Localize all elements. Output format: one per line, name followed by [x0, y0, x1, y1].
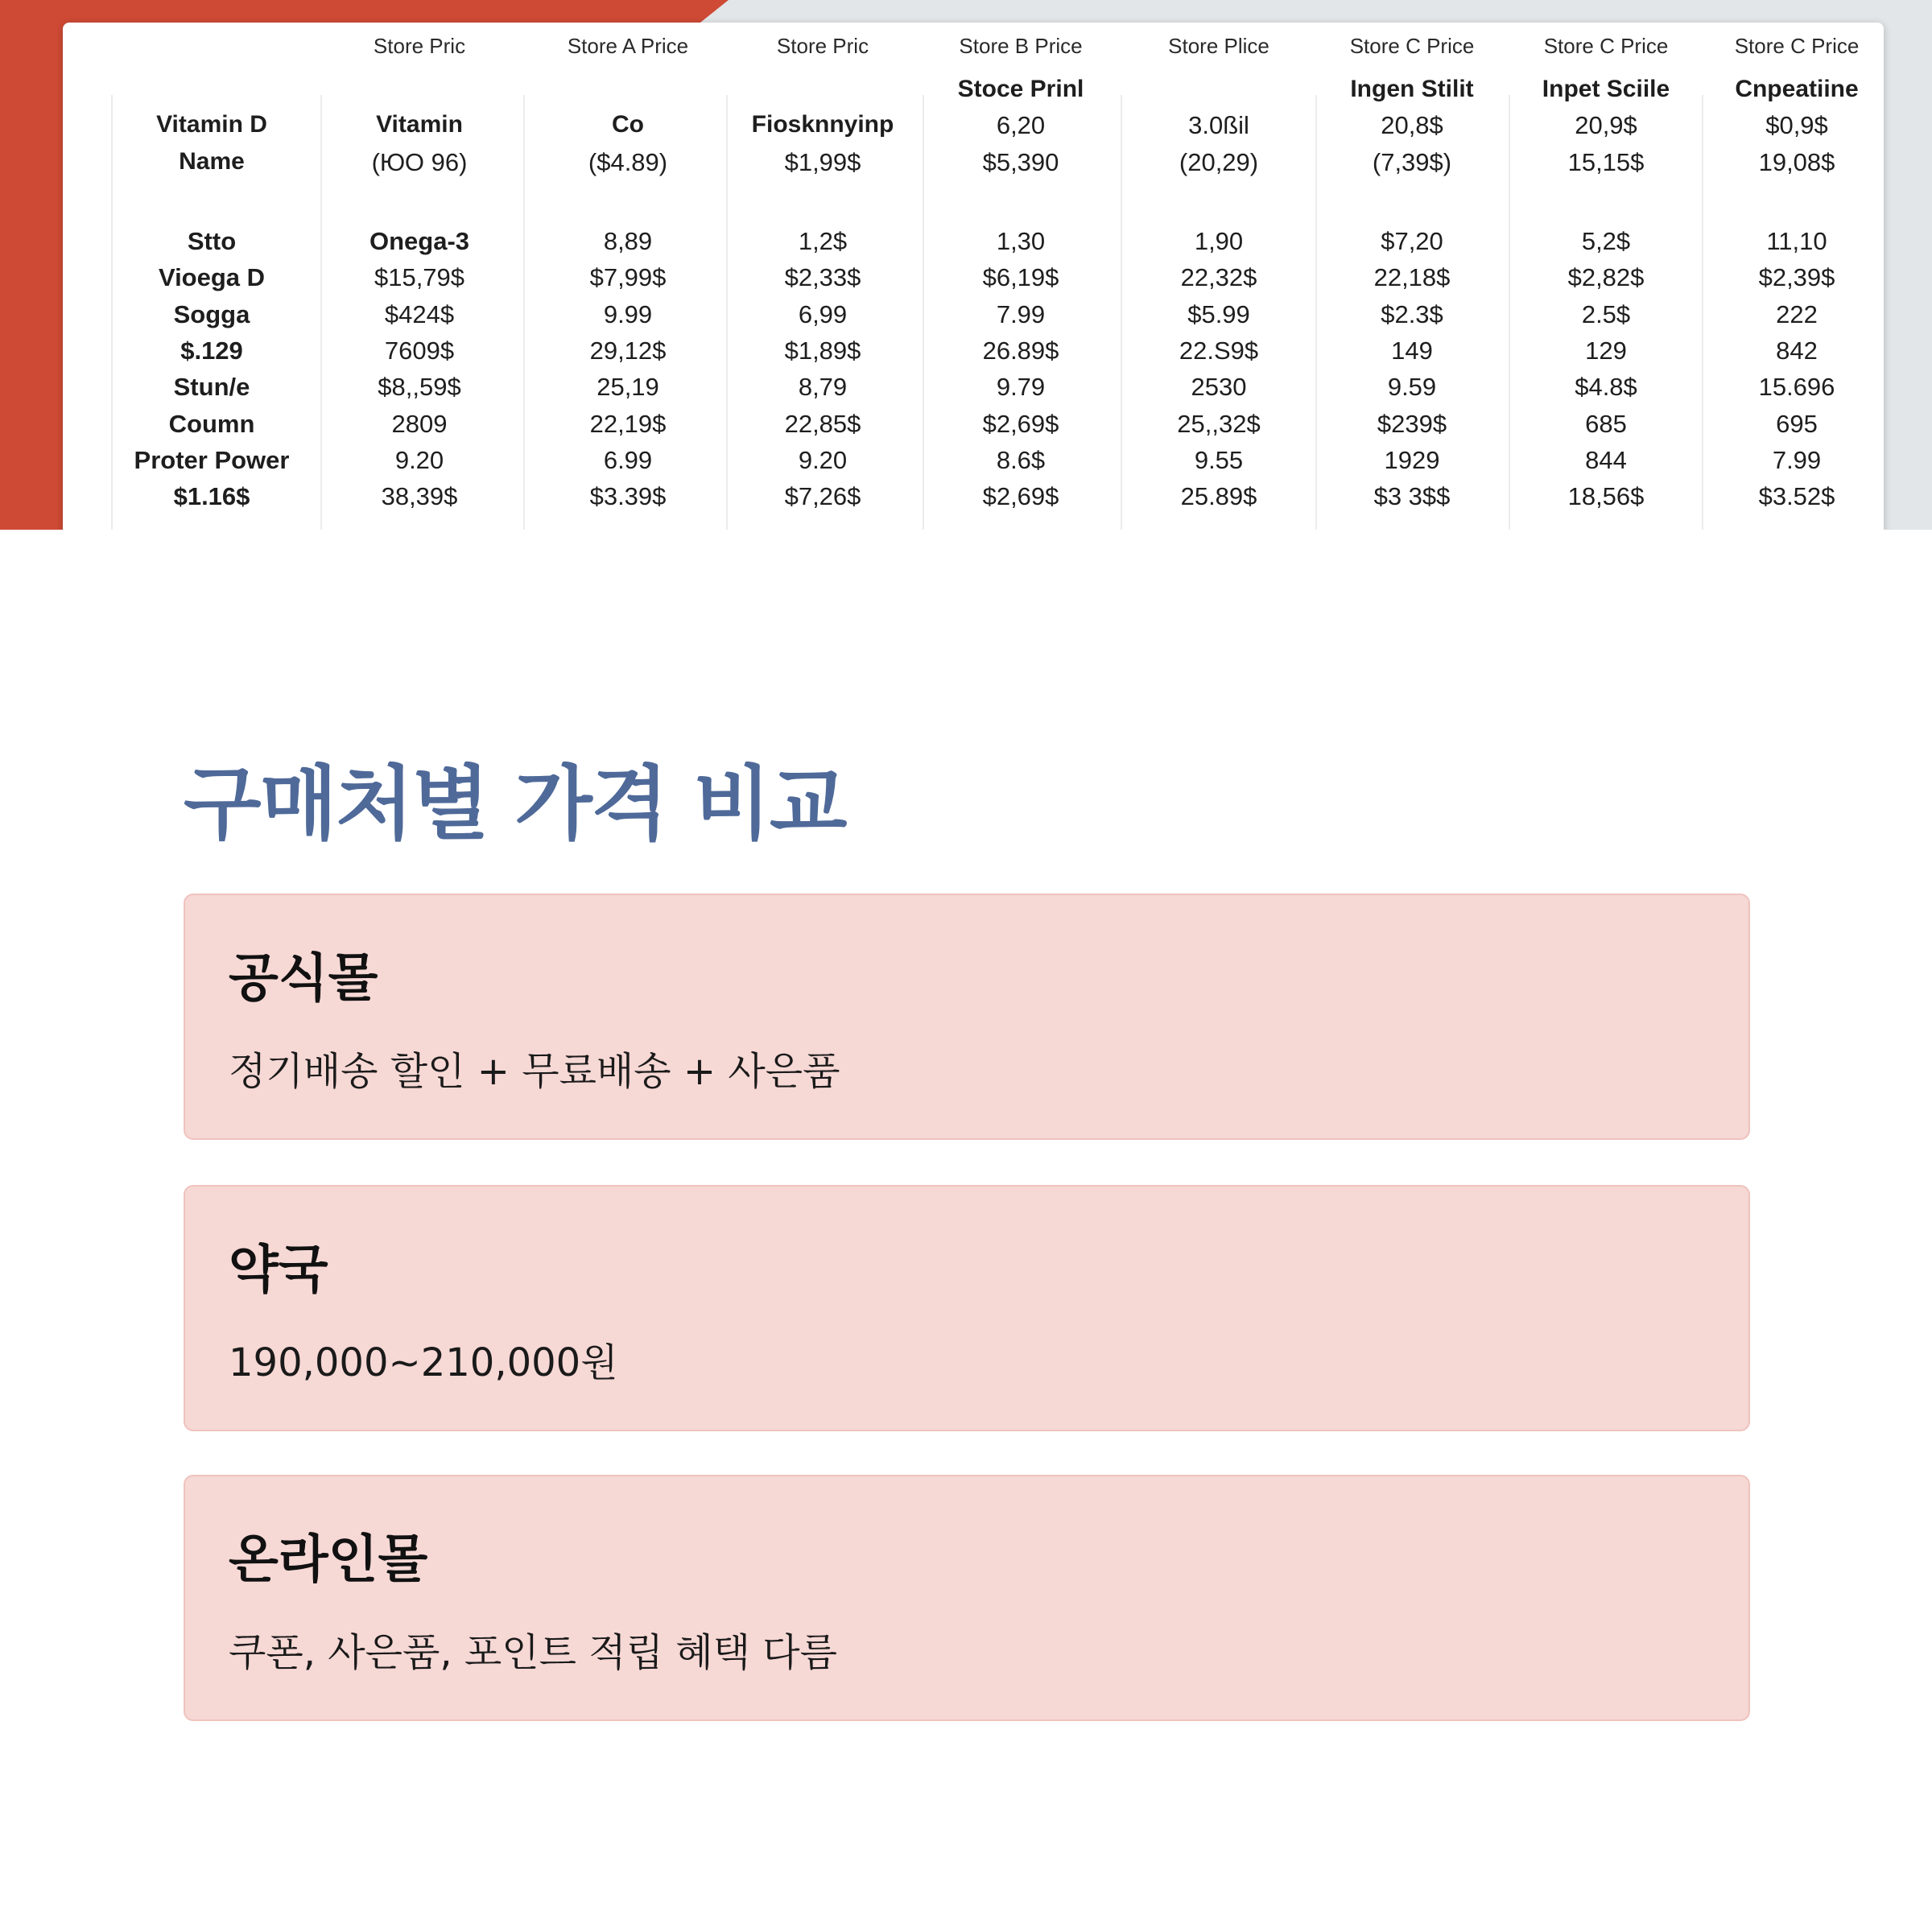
card-text: 190,000~210,000원: [229, 1340, 618, 1385]
table-cell: 7609$: [384, 336, 455, 365]
table-cell: Onega-3: [369, 227, 470, 255]
table-cell: 1,2$: [798, 227, 848, 255]
column-header: Store C Price: [1734, 34, 1860, 58]
table-cell: 22,18$: [1373, 263, 1451, 291]
table-cell: 22.S9$: [1179, 336, 1259, 365]
table-cell: 15.696: [1758, 373, 1835, 401]
column-divider: [523, 95, 525, 530]
table-cell: 685: [1585, 410, 1627, 438]
card-text: 정기배송 할인 + 무료배송 + 사은품: [229, 1049, 840, 1094]
card-title: 온라인몰: [229, 1530, 428, 1590]
card-online-mall: [184, 1475, 1750, 1721]
column-header: Store Pric: [776, 34, 869, 58]
column-header: Store Pric: [373, 34, 466, 58]
table-cell: 842: [1776, 336, 1818, 365]
row-label: Vioega D: [158, 263, 266, 291]
header-cell: 15,15$: [1567, 148, 1645, 176]
table-cell: 1929: [1384, 446, 1440, 474]
row-label: $1.16$: [173, 482, 250, 510]
table-cell: $7,20: [1381, 227, 1443, 255]
table-cell: 22,32$: [1180, 263, 1257, 291]
table-cell: $6,19$: [982, 263, 1059, 291]
table-cell: $239$: [1377, 410, 1447, 438]
table-cell: 9.99: [603, 300, 653, 328]
column-divider: [320, 95, 322, 530]
table-cell: 25.89$: [1180, 482, 1257, 510]
table-cell: $7,26$: [784, 482, 861, 510]
header-cell: Name: [179, 148, 245, 175]
header-cell: Vitamin: [376, 111, 463, 138]
table-cell: 2.5$: [1581, 300, 1631, 328]
table-cell: 9.20: [394, 446, 444, 474]
table-cell: 9.55: [1194, 446, 1244, 474]
column-divider: [1702, 95, 1703, 530]
table-cell: 222: [1776, 300, 1818, 328]
header-cell: (ЮО 96): [371, 148, 468, 176]
row-label: Stun/e: [173, 373, 250, 401]
header-cell: ($4.89): [588, 148, 668, 176]
table-cell: $15,79$: [374, 263, 465, 291]
header-cell: $1,99$: [784, 148, 861, 176]
card-text: 쿠폰, 사은품, 포인트 적립 혜택 다름: [229, 1630, 837, 1675]
table-cell: 2809: [391, 410, 448, 438]
table-cell: 6,99: [798, 300, 848, 328]
table-cell: 11,10: [1766, 227, 1827, 255]
table-cell: $4.8$: [1575, 373, 1637, 401]
card-title: 공식몰: [229, 949, 378, 1009]
table-cell: $2,69$: [982, 482, 1059, 510]
table-cell: 8,79: [798, 373, 848, 401]
card-official-store: [184, 894, 1750, 1140]
table-cell: 695: [1776, 410, 1818, 438]
table-cell: 9.20: [798, 446, 848, 474]
column-subheader: Ingen Stilit: [1350, 76, 1474, 102]
table-cell: $5.99: [1187, 300, 1250, 328]
table-cell: 2530: [1191, 373, 1247, 401]
row-label: Coumn: [168, 410, 255, 438]
price-table: [63, 23, 1884, 530]
row-label: Sogga: [173, 300, 250, 328]
table-cell: $3.52$: [1758, 482, 1835, 510]
table-cell: 22,85$: [784, 410, 861, 438]
column-header: Store C Price: [1543, 34, 1669, 58]
table-cell: 29,12$: [589, 336, 667, 365]
header-cell: 20,8$: [1381, 111, 1443, 139]
table-cell: $3.39$: [589, 482, 667, 510]
column-header: Store A Price: [567, 34, 689, 58]
table-cell: 26.89$: [982, 336, 1059, 365]
row-label: Proter Power: [134, 446, 290, 474]
header-cell: Co: [612, 111, 644, 138]
column-divider: [1121, 95, 1122, 530]
table-cell: 129: [1585, 336, 1627, 365]
table-cell: 844: [1585, 446, 1627, 474]
table-cell: 1,90: [1194, 227, 1244, 255]
column-divider: [726, 95, 728, 530]
header-cell: 6,20: [996, 111, 1046, 139]
header-cell: 19,08$: [1758, 148, 1835, 176]
table-cell: $1,89$: [784, 336, 861, 365]
table-cell: 38,39$: [381, 482, 458, 510]
row-label: $.129: [180, 336, 243, 365]
column-subheader: Inpet Sciile: [1542, 76, 1670, 102]
table-cell: 9.79: [996, 373, 1046, 401]
table-cell: $8,,59$: [378, 373, 461, 401]
column-header: Store C Price: [1349, 34, 1475, 58]
table-cell: $2,39$: [1758, 263, 1835, 291]
price-table-screenshot: [0, 0, 1932, 530]
header-cell: Vitamin D: [156, 111, 267, 138]
table-cell: $2,33$: [784, 263, 861, 291]
table-cell: 18,56$: [1567, 482, 1645, 510]
header-cell: Fiosknnyinp: [751, 111, 894, 138]
card-title: 약국: [229, 1241, 328, 1300]
header-cell: 20,9$: [1575, 111, 1637, 139]
table-cell: 149: [1391, 336, 1433, 365]
header-cell: (7,39$): [1372, 148, 1452, 176]
card-pharmacy: [184, 1185, 1750, 1431]
column-header: Store B Price: [959, 34, 1083, 58]
column-header: Store Plice: [1168, 34, 1269, 58]
header-cell: (20,29): [1179, 148, 1259, 176]
table-cell: 7.99: [1772, 446, 1822, 474]
table-cell: 25,,32$: [1177, 410, 1261, 438]
header-cell: $0,9$: [1765, 111, 1828, 139]
table-cell: 1,30: [996, 227, 1046, 255]
page-title: 구매처별 가격 비교: [184, 757, 846, 851]
column-subheader: Cnpeatiine: [1735, 76, 1859, 102]
row-label: Stto: [187, 227, 237, 255]
column-divider: [923, 95, 924, 530]
column-divider: [1315, 95, 1317, 530]
header-cell: 3.0ßil: [1188, 111, 1249, 139]
header-cell: $5,390: [982, 148, 1059, 176]
table-cell: 8,89: [603, 227, 653, 255]
table-cell: 22,19$: [589, 410, 667, 438]
table-cell: 25,19: [597, 373, 659, 401]
table-cell: $2,69$: [982, 410, 1059, 438]
table-cell: 6.99: [603, 446, 653, 474]
table-cell: $7,99$: [589, 263, 667, 291]
column-subheader: Stoce Prinl: [957, 76, 1084, 102]
table-cell: $3 3$$: [1373, 482, 1451, 510]
column-divider: [111, 95, 113, 530]
column-divider: [1509, 95, 1510, 530]
table-cell: $424$: [384, 300, 455, 328]
table-cell: 9.59: [1387, 373, 1437, 401]
table-cell: 5,2$: [1581, 227, 1631, 255]
table-cell: 7.99: [996, 300, 1046, 328]
table-cell: 8.6$: [996, 446, 1046, 474]
table-cell: $2.3$: [1381, 300, 1443, 328]
table-cell: $2,82$: [1567, 263, 1645, 291]
